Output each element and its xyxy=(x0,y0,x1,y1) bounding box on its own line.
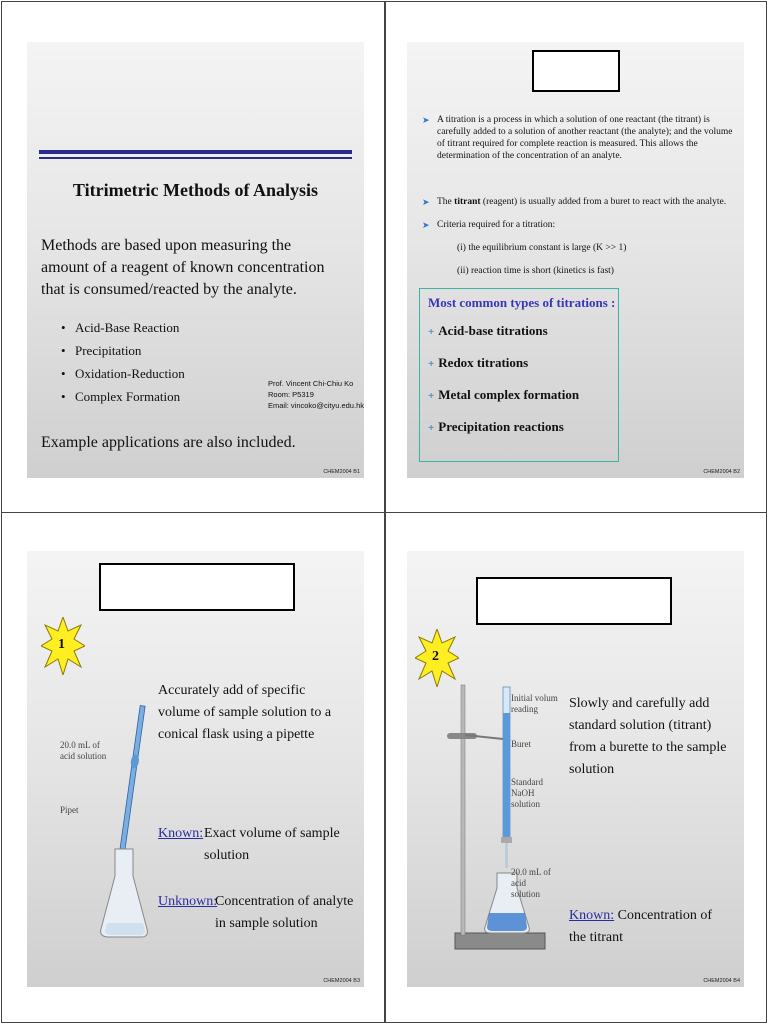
known-text: Exact volume of sample solution xyxy=(204,826,340,863)
title-placeholder-box xyxy=(476,577,672,625)
arrow-bullet-icon: ➤ xyxy=(422,220,430,230)
slide-cell-1 xyxy=(1,1,385,513)
title-placeholder-box xyxy=(532,50,620,92)
step-number: 1 xyxy=(58,637,65,652)
arrow-bullet-icon: ➤ xyxy=(422,115,430,125)
plus-bullet-icon: + xyxy=(428,422,435,434)
slide-cell-4 xyxy=(385,512,767,1023)
titrant-post: (reagent) is usually added from a buret to react with the analyte. xyxy=(480,197,727,207)
slide-3 xyxy=(27,551,364,987)
title-rule-top xyxy=(39,150,352,154)
box-item: + Redox titrations xyxy=(428,355,529,370)
criteria-heading: Criteria required for a titration: xyxy=(437,220,556,230)
titrant-bullet xyxy=(423,196,738,208)
arrow-bullet-icon: ➤ xyxy=(422,197,430,207)
box-item: + Precipitation reactions xyxy=(428,419,564,434)
author-info xyxy=(268,378,364,411)
slide-cell-3 xyxy=(1,512,385,1023)
known-label: Known: xyxy=(569,908,615,923)
criteria-2: (ii) reaction time is short (kinetics is fast) xyxy=(457,266,614,276)
step-description: Slowly and carefully add standard solution (titrant) from a burette to the sample solution xyxy=(569,696,727,777)
definition-text: A titration is a process in which a solution of one reactant (the titrant) is carefully added to a solution of another reactant (the analyte); and the volume of titrant required for complete reaction is measured. This allows the determination of the concentration of an analyte. xyxy=(437,115,733,161)
slide-1 xyxy=(27,42,364,478)
unknown-label: Unknown: xyxy=(158,894,218,909)
slide-cell-2 xyxy=(385,1,767,513)
author-email: Email: vincoko@cityu.edu.hk xyxy=(268,401,364,410)
acid-solution-label: 20.0 mL of acid solution xyxy=(511,867,551,899)
plus-bullet-icon: + xyxy=(428,390,435,402)
slide-footer: CHEM2004 B3 xyxy=(323,978,360,984)
method-item: • Acid-Base Reaction xyxy=(41,316,241,339)
box-item: + Acid-base titrations xyxy=(428,323,548,338)
definition-bullet xyxy=(423,114,738,162)
method-item: • Complex Formation xyxy=(41,385,241,408)
known-block xyxy=(158,823,358,867)
known-block xyxy=(569,905,719,949)
box-item: + Metal complex formation xyxy=(428,387,580,402)
slide-footer: CHEM2004 B1 xyxy=(323,469,360,475)
title-placeholder-box xyxy=(99,563,295,611)
initial-volume-label: Initial volum reading xyxy=(511,693,558,714)
step-description: Accurately add of specific volume of sample solution to a conical flask using a pipette xyxy=(158,683,332,742)
titration-types-box xyxy=(419,288,619,462)
box-title: Most common types of titrations : xyxy=(428,295,616,310)
pipet-label: Pipet xyxy=(60,805,79,815)
titrant-pre: The xyxy=(437,197,455,207)
known-text: Concentration of the titrant xyxy=(569,908,713,945)
slide-footer: CHEM2004 B4 xyxy=(703,978,740,984)
buret-label: Buret xyxy=(511,739,531,749)
criteria-1: (i) the equilibrium constant is large (K >> 1) xyxy=(457,243,627,253)
method-item: • Precipitation xyxy=(41,339,241,362)
criteria-bullet xyxy=(423,219,738,231)
unknown-text: Concentration of analyte in sample solution xyxy=(215,894,354,931)
acid-solution-label: 20.0 mL of acid solution xyxy=(60,740,107,761)
known-label: Known: xyxy=(158,826,204,841)
title-rule-bottom xyxy=(39,157,352,159)
intro-text: Methods are based upon measuring the amount of a reagent of known concentration that is consumed/reacted by the analyte. xyxy=(41,237,325,298)
slide-footer: CHEM2004 B2 xyxy=(703,469,740,475)
titrant-bold: titrant xyxy=(454,197,481,207)
unknown-block xyxy=(158,891,358,935)
method-list xyxy=(41,316,241,408)
slide-4 xyxy=(407,551,744,987)
slide-title: Titrimetric Methods of Analysis xyxy=(72,180,319,200)
closing-text: Example applications are also included. xyxy=(41,434,296,451)
author-room: Room: P5319 xyxy=(268,390,314,399)
author-name: Prof. Vincent Chi-Chiu Ko xyxy=(268,379,354,388)
plus-bullet-icon: + xyxy=(428,358,435,370)
method-item: • Oxidation-Reduction xyxy=(41,362,241,385)
slide-2 xyxy=(407,42,744,478)
step-number: 2 xyxy=(432,649,439,664)
burette-stand-illustration xyxy=(447,683,557,983)
naoh-label: Standard NaOH solution xyxy=(511,777,543,809)
pipette-flask-illustration xyxy=(93,701,153,941)
plus-bullet-icon: + xyxy=(428,326,435,338)
